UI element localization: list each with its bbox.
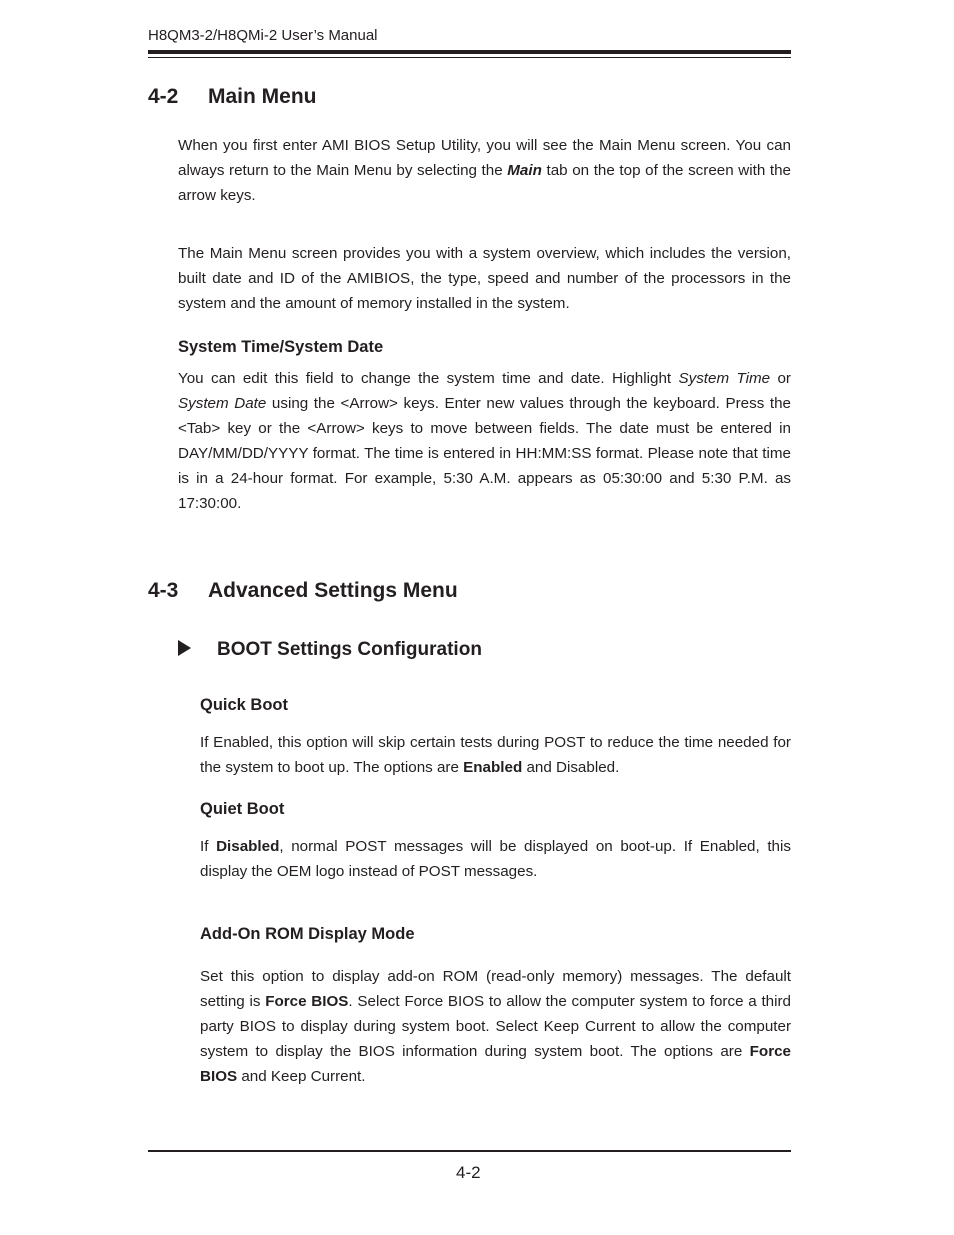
section-title: Main Menu xyxy=(208,85,317,108)
main-menu-paragraph-2: The Main Menu screen provides you with a system overview, which includes the version, built date and ID of the AMIBIOS, the type, speed and number of the processors in the system and the amount of memory installed in the system. xyxy=(178,245,791,312)
boot-settings-heading: BOOT Settings Configuration xyxy=(178,639,482,661)
quick-boot-paragraph: If Enabled, this option will skip certain tests during POST to reduce the time needed for the system to boot up. The options are Enabled and Disabled. xyxy=(200,734,791,776)
quiet-boot-paragraph: If Disabled, normal POST messages will be displayed on boot-up. If Enabled, this display the OEM logo instead of POST messages. xyxy=(200,838,791,880)
system-time-date-heading: System Time/System Date xyxy=(178,338,384,356)
addon-rom-paragraph: Set this option to display add-on ROM (read-only memory) messages. The default setting is Force BIOS. Select Force BIOS to allow the computer system to force a third party BIOS to display during system boot. Select Keep Current to allow the computer system to display the BIOS information during system boot. The options are Force BIOS and Keep Current. xyxy=(200,968,791,1085)
page-number: 4-2 xyxy=(456,1163,481,1182)
addon-rom-heading: Add-On ROM Display Mode xyxy=(200,925,415,943)
footer-rule xyxy=(148,1150,791,1152)
manual-title: H8QM3-2/H8QMi-2 User’s Manual xyxy=(148,27,378,44)
section-title: Advanced Settings Menu xyxy=(208,579,458,602)
triangle-bullet-icon xyxy=(178,640,191,656)
section-number: 4-3 xyxy=(148,579,179,602)
header-rule-thin xyxy=(148,57,791,58)
section-number: 4-2 xyxy=(148,85,179,108)
system-time-date-paragraph: You can edit this field to change the system time and date. Highlight System Time or System Date using the <Arrow> keys. Enter new values through the keyboard. Press the <Tab> key or the <Arrow> keys to move between fields. The date must be entered in DAY/MM/DD/YYYY format. The time is entered in HH:MM:SS format. Please note that time is in a 24-hour format. For example, 5:30 A.M. appears as 05:30:00 and 5:30 P.M. as 17:30:00. xyxy=(178,370,792,512)
quick-boot-heading: Quick Boot xyxy=(200,696,289,714)
section-heading-main-menu xyxy=(148,85,317,109)
header-rule xyxy=(148,50,791,54)
quiet-boot-heading: Quiet Boot xyxy=(200,800,285,818)
section-heading-advanced xyxy=(148,579,458,603)
main-menu-paragraph-1: When you first enter AMI BIOS Setup Utility, you will see the Main Menu screen. You can always return to the Main Menu by selecting the Main tab on the top of the screen with the arrow keys. xyxy=(178,137,791,204)
main-tab-name: Main xyxy=(507,162,542,179)
